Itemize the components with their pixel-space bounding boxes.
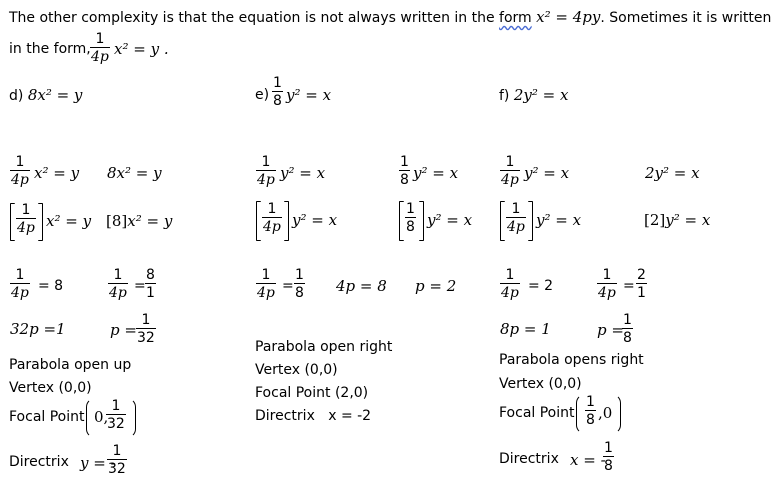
d-row2-eq: x² = y [46,212,92,230]
d-focal-x: 0, [94,408,109,426]
e-directrix: Directrix x = -2 [255,408,372,424]
f-directrix-fraction: $\frac{1}{8}$ [604,440,613,474]
f-row2-eq: y² = x [536,211,582,229]
e-row3-right-fraction: $\frac{1}{8}$ [295,267,304,301]
e-row2-right-bracket-left [399,201,404,241]
e-row3-right: p = 2 [415,277,457,295]
f-row3-mid-fraction: $\frac{1}{4p}$ [598,267,616,301]
e-row2-right-eq: y² = x [427,211,473,229]
d-row2-fraction: $\frac{1}{4p}$ [17,202,35,236]
d-vertex: Vertex (0,0) [9,380,92,396]
f-directrix-label: Directrix [499,451,559,467]
e-row3-equals: = [282,278,294,294]
problem-e-eq: y² = x [286,86,332,104]
d-row4-left: 32p =1 [10,320,66,338]
d-directrix-fraction: $\frac{1}{32}$ [108,443,126,477]
e-row2-right-fraction: $\frac{1}{8}$ [406,201,415,235]
f-row2-bracket-left [500,201,505,241]
f-row2-right: [2]y² = x [644,211,711,229]
d-directrix-label: Directrix [9,454,69,470]
d-row3-mid-fraction: $\frac{1}{4p}$ [109,267,127,301]
d-row4-p: p = [110,321,137,339]
e-focal: Focal Point (2,0) [255,385,369,401]
f-row1-right: 2y² = x [645,164,700,182]
d-row1-eq: x² = y [34,164,80,182]
f-row4-left: 8p = 1 [500,320,551,338]
d-row2-right: [8]x² = y [106,212,173,230]
e-row2-bracket-left [256,201,261,241]
f-focal-paren-left [576,394,585,434]
intro-line-1 [9,10,771,25]
intro-tail: . Sometimes it is written [600,10,771,26]
d-directrix-eq: y = - [80,454,116,472]
d-row3-equals: = [134,278,146,294]
f-row4-fraction: $\frac{1}{8}$ [623,312,632,346]
d-parabola: Parabola open up [9,357,132,373]
d-row3-left-fraction: $\frac{1}{4p}$ [11,267,29,301]
problem-f: f) 2y² = x [499,86,569,104]
f-row3-equals: = [623,278,635,294]
d-row1-right: 8x² = y [107,164,162,182]
f-row4-p: p = [597,321,624,339]
d-focal-paren-right [127,398,136,438]
intro-equation: x² = 4py [536,8,601,26]
f-vertex: Vertex (0,0) [499,376,582,392]
d-focal-fraction: $\frac{1}{32}$ [107,398,125,432]
e-row1-fraction: $\frac{1}{4p}$ [257,154,275,188]
intro-text: The other complexity is that the equation is not always written in the [9,10,495,26]
f-row2-fraction: $\frac{1}{4p}$ [507,201,525,235]
f-directrix-eq: x = - [570,451,606,469]
d-focal-label: Focal Point [9,409,85,425]
f-focal-y: ,0 [598,404,613,422]
d-row2-bracket-left [10,203,15,241]
d-row4-fraction: $\frac{1}{32}$ [137,312,155,346]
e-row2-eq: y² = x [292,211,338,229]
intro-line-2-eq: x² = y . [114,40,169,58]
e-row1-right-eq: y² = x [413,164,459,182]
e-row2-right-bracket-right [419,201,424,241]
e-parabola: Parabola open right [255,339,393,355]
d-row2-bracket-right [38,203,43,241]
e-vertex: Vertex (0,0) [255,362,338,378]
intro-line-2-text: in the form, [9,41,91,57]
d-row3-right-fraction: $\frac{8}{1}$ [146,267,155,301]
e-row1-right-fraction: $\frac{1}{8}$ [400,154,409,188]
f-row3-left-fraction: $\frac{1}{4p}$ [501,267,519,301]
e-row3-left-fraction: $\frac{1}{4p}$ [257,267,275,301]
d-row3-left-eq: = 8 [38,278,64,294]
e-row1-eq: y² = x [280,164,326,182]
f-row1-eq: y² = x [524,164,570,182]
f-row1-fraction: $\frac{1}{4p}$ [501,154,519,188]
e-row2-fraction: $\frac{1}{4p}$ [263,201,281,235]
f-row3-right-fraction: $\frac{2}{1}$ [637,267,646,301]
problem-d: d) 8x² = y [9,86,83,104]
intro-form-word: form [499,10,532,26]
problem-e-fraction: $\frac{1}{8}$ [273,75,282,109]
d-row1-fraction: $\frac{1}{4p}$ [11,154,29,188]
f-focal-paren-right [612,394,621,434]
e-row3-mid: 4p = 8 [336,277,387,295]
problem-e-label: e) [255,87,270,103]
f-row2-bracket-right [528,201,533,241]
f-focal-label: Focal Point [499,405,575,421]
intro-fraction: $\frac{1}{4p}$ [91,31,109,65]
e-row2-bracket-right [284,201,289,241]
f-parabola: Parabola opens right [499,352,644,368]
f-row3-left-eq: = 2 [528,278,554,294]
f-focal-fraction: $\frac{1}{8}$ [586,394,595,428]
